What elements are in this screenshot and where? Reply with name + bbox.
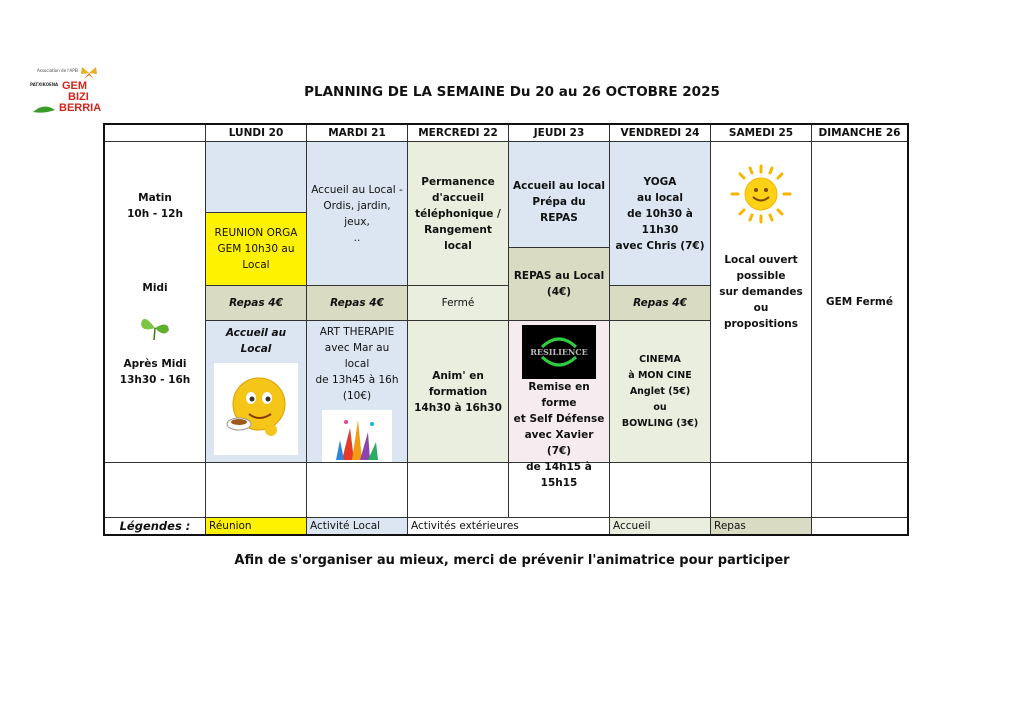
time-label-column xyxy=(105,142,206,463)
vendredi-pm-text: CINEMA à MON CINE Anglet (5€) ou BOWLING (3€) xyxy=(621,353,699,429)
logo-line1: Association de l'APEI xyxy=(37,68,79,73)
empty-cell xyxy=(206,463,307,518)
logo-word-bizi: BIZI xyxy=(68,91,89,103)
empty-cell xyxy=(610,463,711,518)
jeudi-repas-text: REPAS au Local (4€) xyxy=(513,270,605,298)
row-label-midi: Midi xyxy=(142,282,168,294)
row-label-matin: Matin 10h - 12h xyxy=(127,192,183,220)
lundi-repas-cell: Repas 4€ xyxy=(206,286,307,321)
empty-cell xyxy=(509,463,610,518)
resilience-label: RESILIENCE xyxy=(530,347,588,357)
empty-cell xyxy=(307,463,408,518)
legend-reunion: Réunion xyxy=(206,518,307,534)
dimanche-cell: GEM Fermé xyxy=(812,142,907,463)
resilience-logo xyxy=(522,325,596,379)
header-day: SAMEDI 25 xyxy=(711,125,812,142)
jeudi-pm-cell xyxy=(509,321,610,489)
sun-icon xyxy=(726,164,796,224)
mercredi-matin-cell xyxy=(408,142,509,286)
header-day: LUNDI 20 xyxy=(206,125,307,142)
logo-line2: PATXIKOENA xyxy=(30,82,59,87)
empty-cell xyxy=(105,463,206,518)
empty-cell xyxy=(408,463,509,518)
header-day: MERCREDI 22 xyxy=(408,125,509,142)
header-day: JEUDI 23 xyxy=(509,125,610,142)
header-empty xyxy=(105,125,206,142)
mardi-matin-cell xyxy=(307,142,408,286)
mercredi-midi-cell: Fermé xyxy=(408,286,509,321)
butterfly-icon xyxy=(138,310,172,344)
mardi-pm-cell xyxy=(307,321,408,463)
lundi-reunion-text: REUNION ORGA GEM 10h30 au Local xyxy=(214,227,298,271)
header-day: DIMANCHE 26 xyxy=(812,125,907,142)
jeudi-repas-cell xyxy=(509,248,610,321)
mardi-matin-text: Accueil au Local - Ordis, jardin, jeux, .. xyxy=(311,183,403,244)
smiley-tea-image xyxy=(214,363,298,455)
legend-activites-exterieures: Activités extérieures xyxy=(408,518,610,534)
mercredi-pm-cell xyxy=(408,321,509,463)
paint-splash-image xyxy=(322,410,392,462)
lundi-matin-cell xyxy=(206,142,307,213)
header-day: VENDREDI 24 xyxy=(610,125,711,142)
logo-butterfly-icon xyxy=(80,66,98,80)
lundi-pm-text: Accueil au Local xyxy=(225,327,287,355)
legend-label: Légendes : xyxy=(105,518,206,534)
jeudi-matin-cell xyxy=(509,142,610,248)
legend-activite-local: Activité Local xyxy=(307,518,408,534)
vendredi-repas-cell: Repas 4€ xyxy=(610,286,711,321)
smiley-tea-icon xyxy=(221,374,291,444)
jeudi-matin-text: Accueil au local Prépa du REPAS xyxy=(513,180,605,224)
empty-cell xyxy=(711,463,812,518)
logo-leaf-icon xyxy=(32,104,56,114)
vendredi-pm-cell xyxy=(610,321,711,463)
legend-empty xyxy=(812,518,907,534)
samedi-cell xyxy=(711,142,812,463)
mercredi-matin-text: Permanence d'accueil téléphonique / Rangement local xyxy=(415,175,501,252)
vendredi-matin-text: YOGA au local de 10h30 à 11h30 avec Chris (7€) xyxy=(615,175,705,252)
footer-note: Afin de s'organiser au mieux, merci de prévenir l'animatrice pour participer xyxy=(234,553,790,568)
weekly-schedule-table xyxy=(103,123,909,536)
lundi-pm-cell xyxy=(206,321,307,463)
mardi-pm-text: ART THERAPIE avec Mar au local de 13h45 à 16h (10€) xyxy=(315,326,399,402)
lundi-reunion-cell xyxy=(206,213,307,286)
legend-repas: Repas xyxy=(711,518,812,534)
mercredi-pm-text: Anim' en formation 14h30 à 16h30 xyxy=(414,369,502,414)
row-label-apres-midi: Après Midi 13h30 - 16h xyxy=(119,358,191,386)
empty-cell xyxy=(812,463,907,518)
samedi-text: Local ouvert possible sur demandes ou propositions xyxy=(719,254,803,330)
paint-splash-icon xyxy=(322,410,392,462)
logo-word-gem: GEM xyxy=(62,80,88,92)
page-title: PLANNING DE LA SEMAINE Du 20 au 26 OCTOBRE 2025 xyxy=(304,84,720,100)
jeudi-pm-text: Remise en forme et Self Défense avec Xavier (7€) de 14h15 à 15h15 xyxy=(513,381,605,489)
logo-word-berria: BERRIA xyxy=(59,102,102,114)
resilience-icon xyxy=(522,325,596,379)
legend-accueil: Accueil xyxy=(610,518,711,534)
header-day: MARDI 21 xyxy=(307,125,408,142)
mardi-repas-cell: Repas 4€ xyxy=(307,286,408,321)
vendredi-matin-cell xyxy=(610,142,711,286)
